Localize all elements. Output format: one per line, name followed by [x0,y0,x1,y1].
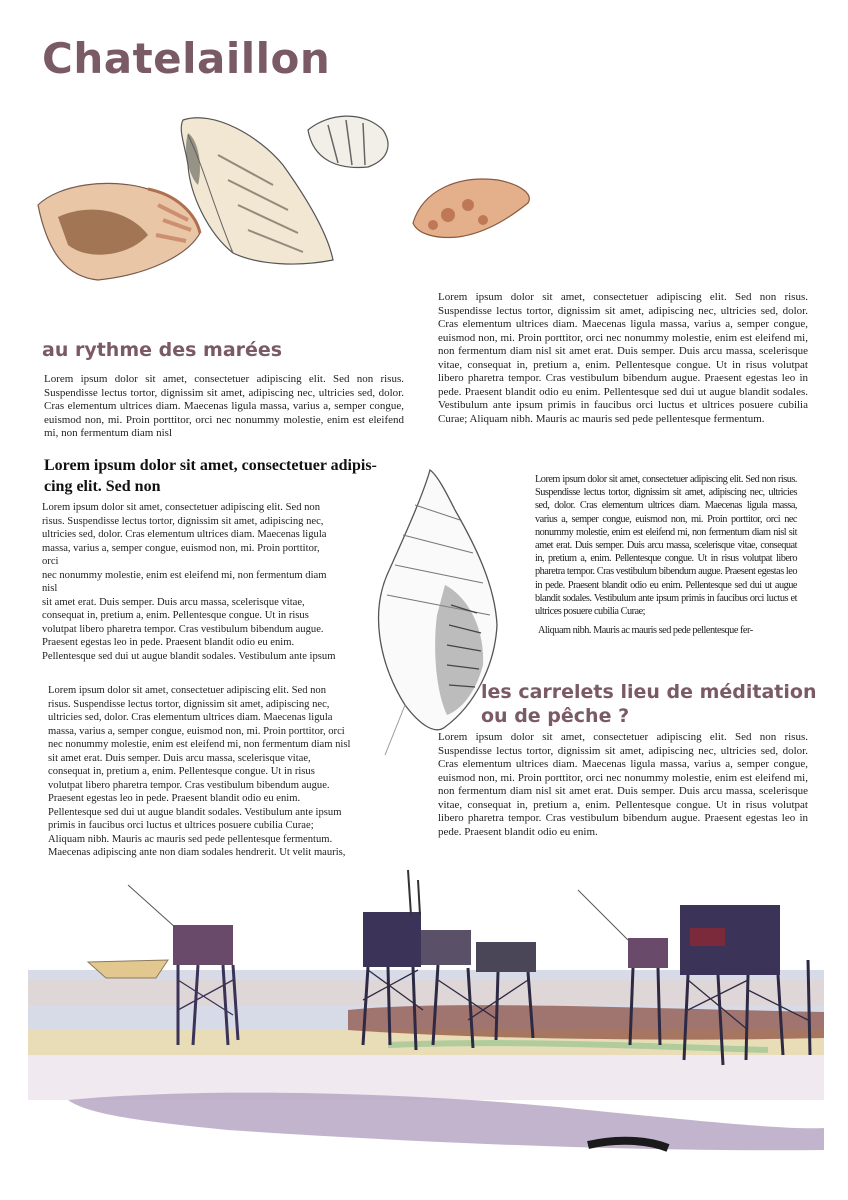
left-bottom-paragraph: Lorem ipsum dolor sit amet, consectetuer adipiscing elit. Sed non risus. Suspendisse lectus tortor, dignissim sit amet, adipiscing nec, ultricies sed, dolor. Cras elementum ultrices diam. Maecenas ligula massa, varius a, semper congue, euismod non, mi. Proin porttitor, orci nec nonummy molestie, enim est eleifend mi, non fermentum diam nisl sit amet erat. Duis semper. Duis arcu massa, scelerisque vitae, consequat in, pretium a, enim. Pellentesque congue. Ut in risus volutpat libero pharetra tempor. Cras vestibulum bibendum augue. Praesent egestas leo in pede. Praesent blandit odio eu enim. Pellentesque sed dui ut augue blandit sodales. Vestibulum ante ipsum primis in faucibus orci luctus et ultrices posuere cubilia Curae; Aliquam nibh. Mauris ac mauris sed pede pellentesque fermentum. Maecenas adipiscing ante non diam sodales hendrerit. Ut velit mauris, [48,685,351,858]
carrelets-painting [28,860,824,1165]
right-top-paragraph: Lorem ipsum dolor sit amet, consectetuer adipiscing elit. Sed non risus. Suspendisse lectus tortor, dignissim sit amet, adipiscing nec, ultricies sed, dolor. Cras elementum ultrices diam. Maecenas ligula massa, varius a, semper congue, euismod non, mi. Proin porttitor, orci nec nonummy molestie, enim est eleifend mi, non fermentum diam nisl sit amet erat. Duis semper. Duis arcu massa, scelerisque vitae, consequat in, pretium a, enim. Pellentesque congue. Ut in risus volutpat libero pharetra tempor. Cras vestibulum bibendum augue. Praesent egestas leo in pede. Praesent blandit odio eu enim. Pellentesque sed dui ut augue blandit sodales. Vestibulum ante ipsum primis in faucibus orci luctus et ultrices posuere cubilia Curae; Aliquam nibh. Mauris ac mauris sed pede pellentesque fermentum. [438,291,808,425]
section-heading-tides: au rythme des marées [42,339,283,361]
small-shell-top-icon [308,116,388,167]
right-middle-last-line: Aliquam nibh. Mauris ac mauris sed pede pellentesque fer- [538,625,753,636]
right-middle-paragraph: Lorem ipsum dolor sit amet, consectetuer adipiscing elit. Sed non risus. Suspendisse lectus tortor, dignissim sit amet, adipiscing nec, ultricies sed, dolor. Cras elementum ultrices diam. Maecenas ligula massa, varius a, semper congue, euismod non, mi. Proin porttitor, orci nec nonummy molestie, enim est eleifend mi, non fermentum diam nisl sit amet erat. Duis semper. Duis arcu massa, scelerisque vitae, consequat in, pretium a, enim. Pellentesque congue. Ut in risus volutpat libero pharetra tempor. Cras vestibulum bibendum augue. Praesent egestas leo in pede. Praesent blandit odio eu enim. Pellentesque sed dui ut augue blandit sodales. Vestibulum ante ipsum primis in faucibus orci luctus et ultrices posuere cubilia Curae; [535,474,797,618]
carrelets-heading-line1: les carrelets lieu de méditation [481,681,817,703]
tides-paragraph: Lorem ipsum dolor sit amet, consectetuer adipiscing elit. Sed non risus. Suspendisse lectus tortor, dignissim sit amet, adipiscing nec, ultricies sed, dolor. Cras elementum ultrices diam. Maecenas ligula massa, varius a, semper congue, euismod non, mi. Proin porttitor, orci nec nonummy molestie, enim est eleifend mi, non fermentum diam nisl [44,373,404,439]
page-title: Chatelaillon [42,34,331,83]
orange-shell-right-icon [413,179,529,237]
carrelets-heading-line2: ou de pêche ? [481,705,630,727]
lorem-subheading-paragraph: Lorem ipsum dolor sit amet, consectetuer adipiscing elit. Sed non risus. Suspendisse lectus tortor, dignissim sit amet, adipiscing nec, ultricies sed, dolor. Cras elementum ultrices diam. Maecenas ligula massa, varius a, semper congue, euismod non, mi. Proin porttitor, orci nec nonummy molestie, enim est eleifend mi, non fermentum diam nisl sit amet erat. Duis semper. Duis arcu massa, scelerisque vitae, consequat in, pretium a, enim. Pellentesque congue. Ut in risus volutpat libero pharetra tempor. Cras vestibulum bibendum augue. Praesent egestas leo in pede. Praesent blandit odio eu enim. Pellentesque sed dui ut augue blandit sodales. Vestibulum ante ipsum [42,502,336,662]
carrelets-paragraph: Lorem ipsum dolor sit amet, consectetuer adipiscing elit. Sed non risus. Suspendisse lectus tortor, dignissim sit amet, adipiscing nec, ultricies sed, dolor. Cras elementum ultrices diam. Maecenas ligula massa, varius a, semper congue, euismod non, mi. Proin porttitor, orci nec nonummy molestie, enim est eleifend mi, non fermentum diam nisl sit amet erat. Duis semper. Duis arcu massa, scelerisque vitae, consequat in, pretium a, enim. Pellentesque congue. Ut in risus volutpat libero pharetra tempor. Cras vestibulum bibendum augue. Praesent egestas leo in pede. Praesent blandit odio eu enim. [438,731,808,838]
conch-shell-left-icon [38,183,200,280]
shells-illustration [28,105,538,290]
lorem-subheading: Lorem ipsum dolor sit amet, consectetuer adipis-cing elit. Sed non [44,457,377,495]
section-heading-carrelets [481,680,816,728]
